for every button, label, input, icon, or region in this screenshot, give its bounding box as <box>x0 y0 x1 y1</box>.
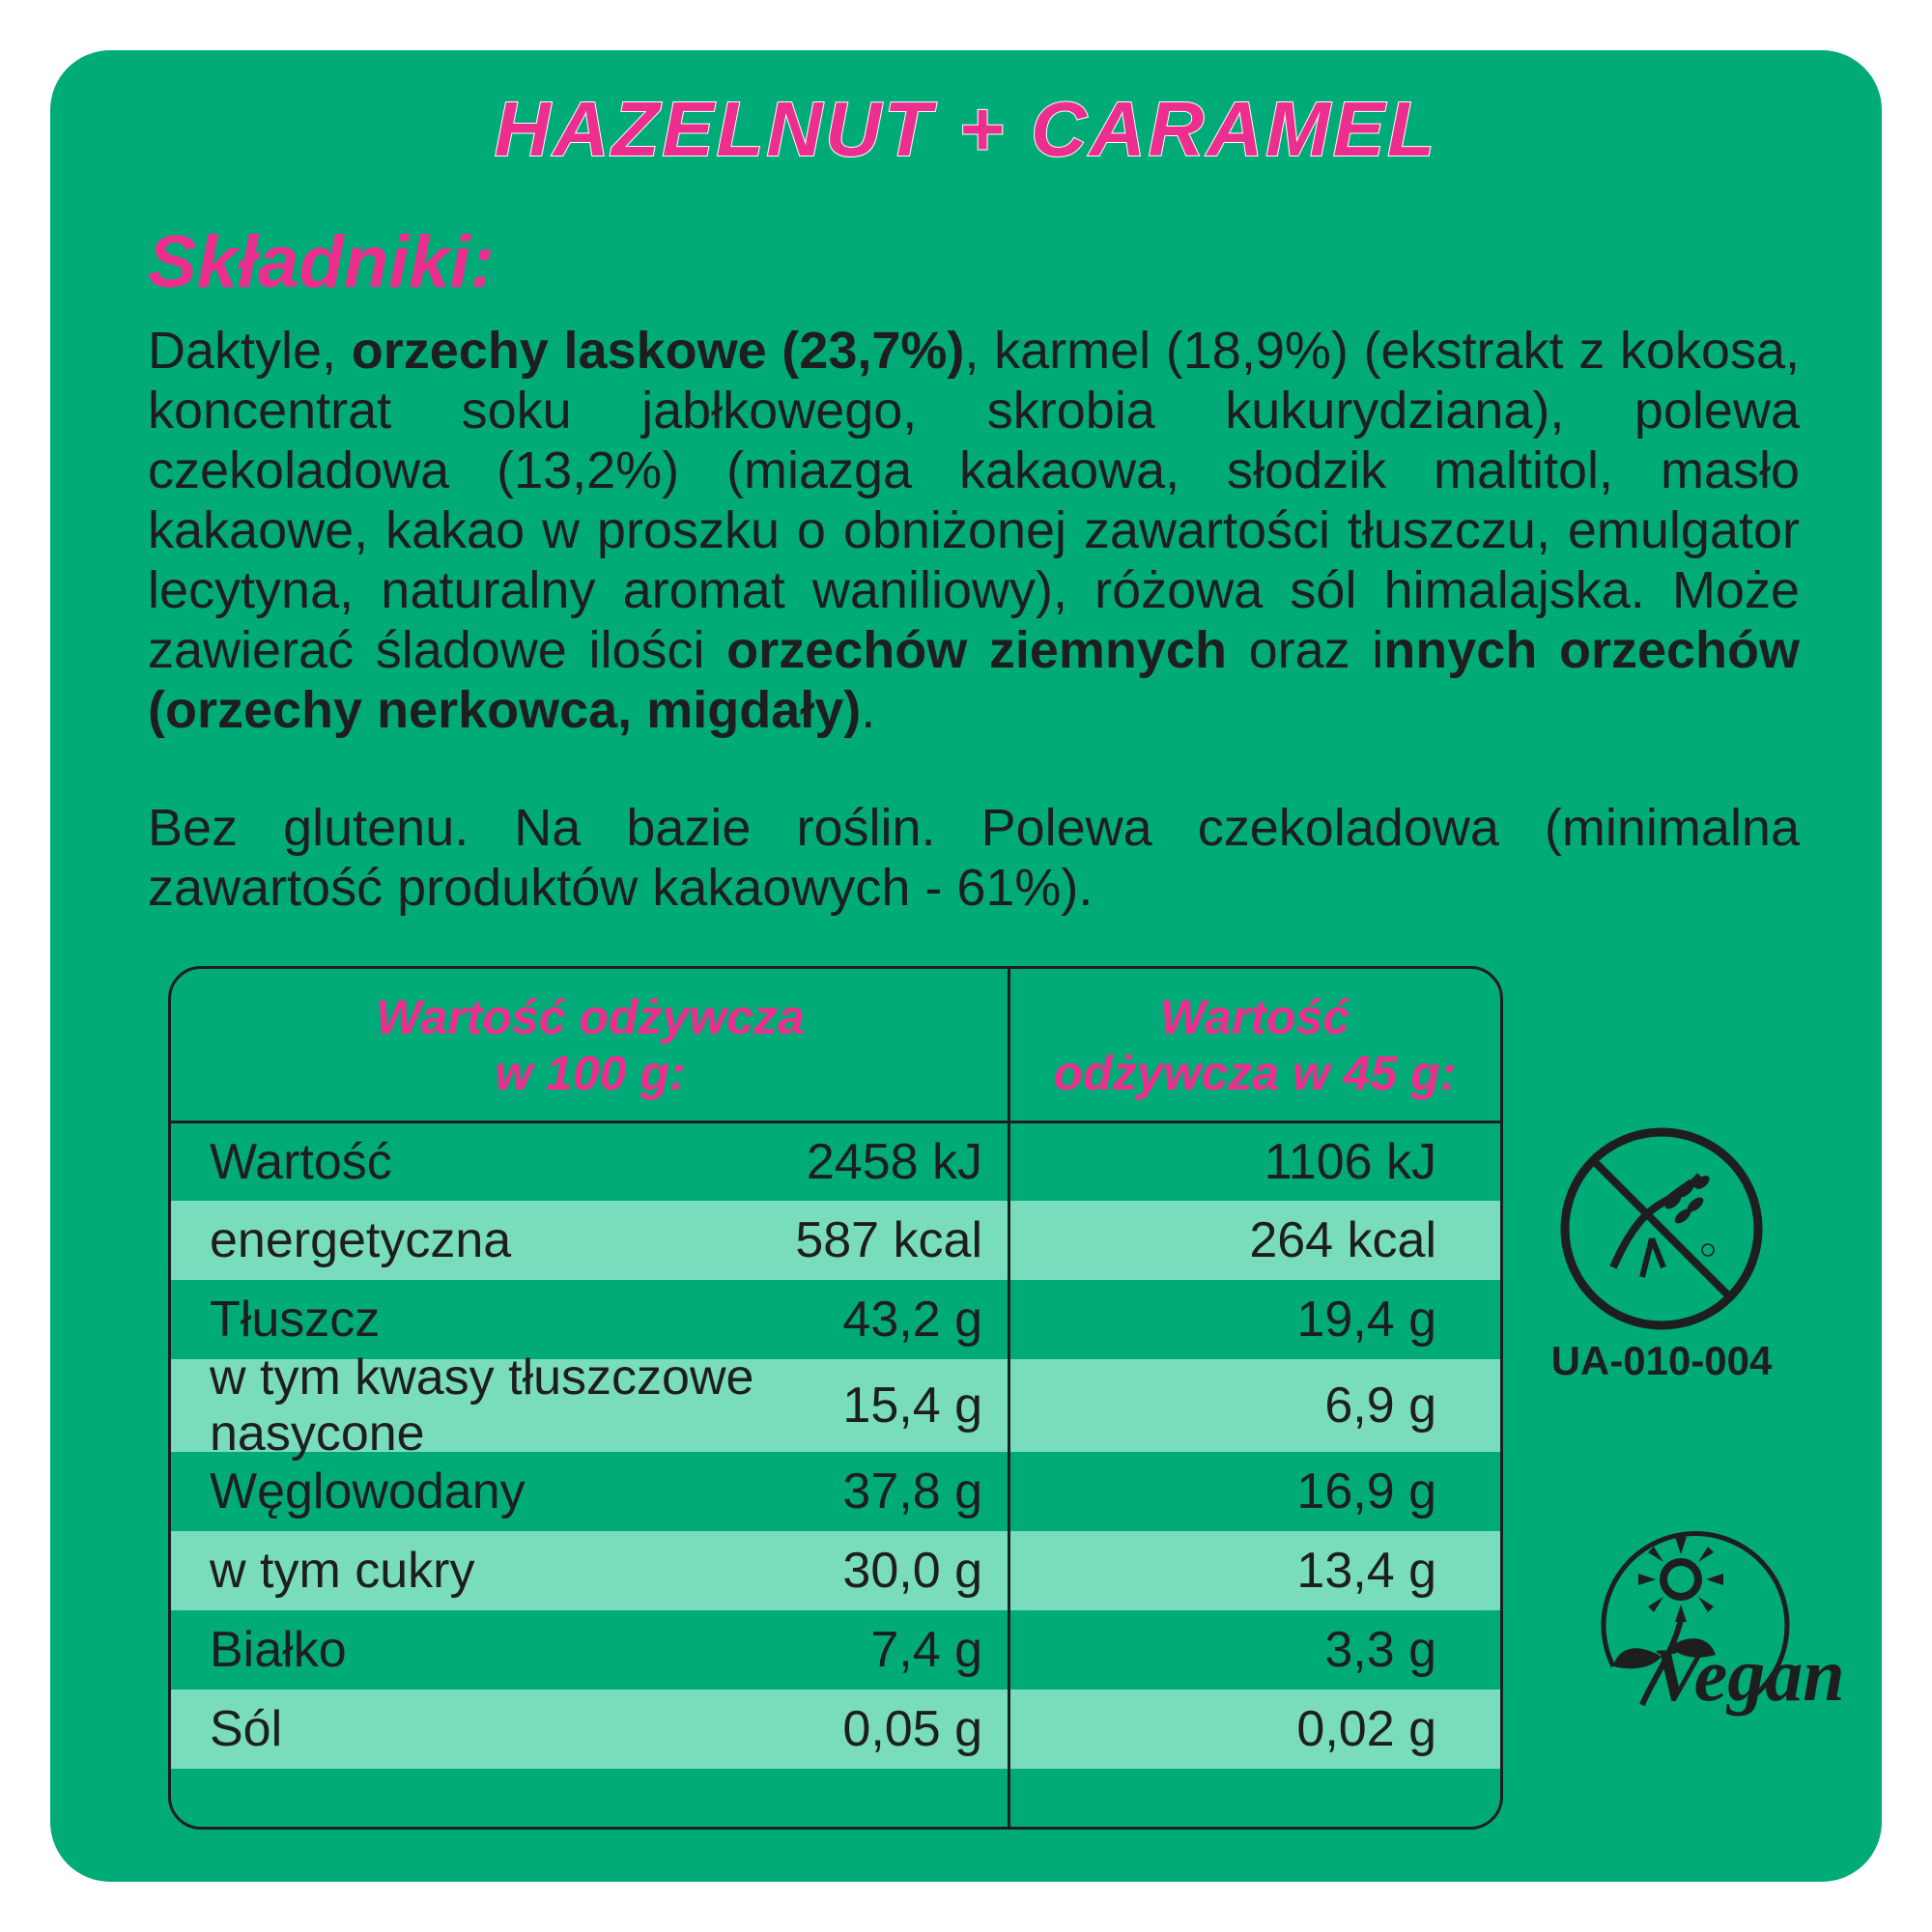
value-per-45g: 16,9 g <box>1296 1463 1436 1520</box>
ingredient-allergen: orzechy laskowe (23,7%) <box>351 322 965 380</box>
ingredient-text-run: , karmel (18,9%) (ekstrakt z kokosa, koncentrat soku jabłkowego, skrobia kukurydziana), polewa czekoladowa (13,2%) (miazga kakaowa, słodzik maltitol, masło kakaowe, kakao w proszku o obniżonej zawartości tłuszczu, emulgator lecytyna, naturalny aromat waniliowy), różowa sól himalajska. Może zawierać śladowe ilości <box>148 322 1800 679</box>
value-per-45g: 0,02 g <box>1296 1701 1436 1757</box>
table-row <box>171 1531 1500 1610</box>
ingredient-text-run: Daktyle, <box>148 322 352 380</box>
value-per-100g: 0,05 g <box>842 1701 982 1757</box>
ingredient-text-run: oraz i <box>1226 621 1384 679</box>
value-per-100g: 37,8 g <box>842 1463 982 1520</box>
nutrient-name: w tym kwasy tłuszczowe nasycone <box>210 1350 754 1462</box>
nutrient-name: Sól <box>210 1701 283 1757</box>
nutrient-name: w tym cukry <box>210 1543 475 1599</box>
value-per-100g: 2458 kJ <box>806 1134 982 1190</box>
nutrient-name: Tłuszcz <box>210 1292 381 1348</box>
vegan-icon <box>1536 1512 1845 1753</box>
gluten-free-code: UA-010-004 <box>1550 1338 1773 1383</box>
nutrient-name: energetyczna <box>210 1212 512 1268</box>
table-row <box>171 1123 1500 1201</box>
ingredient-text-run: . <box>861 681 876 739</box>
value-per-100g: 7,4 g <box>870 1622 982 1678</box>
table-row <box>171 1350 1500 1462</box>
nutrition-table-header <box>171 969 1500 1123</box>
header-per-45g-label: Wartość odżywcza w 45 g: <box>1053 989 1457 1100</box>
nutrient-name: Wartość <box>210 1134 392 1190</box>
table-row <box>171 1452 1500 1531</box>
table-row <box>171 1280 1500 1359</box>
gluten-free-icon <box>1555 1122 1768 1335</box>
value-per-100g: 43,2 g <box>842 1292 982 1348</box>
value-per-45g: 6,9 g <box>1324 1378 1436 1434</box>
ingredients-heading: Składniki: <box>148 221 495 303</box>
product-title: HAZELNUT + CARAMEL <box>494 86 1438 172</box>
value-per-100g: 587 kcal <box>795 1212 982 1268</box>
ingredients-text <box>148 321 1800 740</box>
value-per-45g: 13,4 g <box>1296 1543 1436 1599</box>
product-note: Bez glutenu. Na bazie roślin. Polewa czekoladowa (minimalna zawartość produktów kakaowych - 61%). <box>148 799 1800 917</box>
header-per-100g-label: Wartość odżywcza w 100 g: <box>376 989 805 1100</box>
vegan-text: Vegan <box>1652 1633 1845 1717</box>
header-per-45g <box>1009 969 1500 1121</box>
value-per-45g: 1106 kJ <box>1264 1134 1436 1190</box>
value-per-100g: 15,4 g <box>842 1378 982 1434</box>
nutrition-table <box>168 966 1503 1830</box>
table-row <box>171 1690 1500 1769</box>
table-row <box>171 1201 1500 1280</box>
value-per-45g: 3,3 g <box>1324 1622 1436 1678</box>
header-per-100g <box>171 969 1009 1121</box>
column-divider <box>1008 969 1010 1827</box>
nutrient-name: Węglowodany <box>210 1463 526 1520</box>
ingredient-allergen: orzechów ziemnych <box>726 621 1227 679</box>
value-per-45g: 19,4 g <box>1296 1292 1436 1348</box>
ingredient-allergen: nnych orzechów (orzechy nerkowca, migdały) <box>148 621 1801 739</box>
nutrient-name: Białko <box>210 1622 347 1678</box>
table-row <box>171 1610 1500 1690</box>
value-per-45g: 264 kcal <box>1249 1212 1436 1268</box>
value-per-100g: 30,0 g <box>842 1543 982 1599</box>
